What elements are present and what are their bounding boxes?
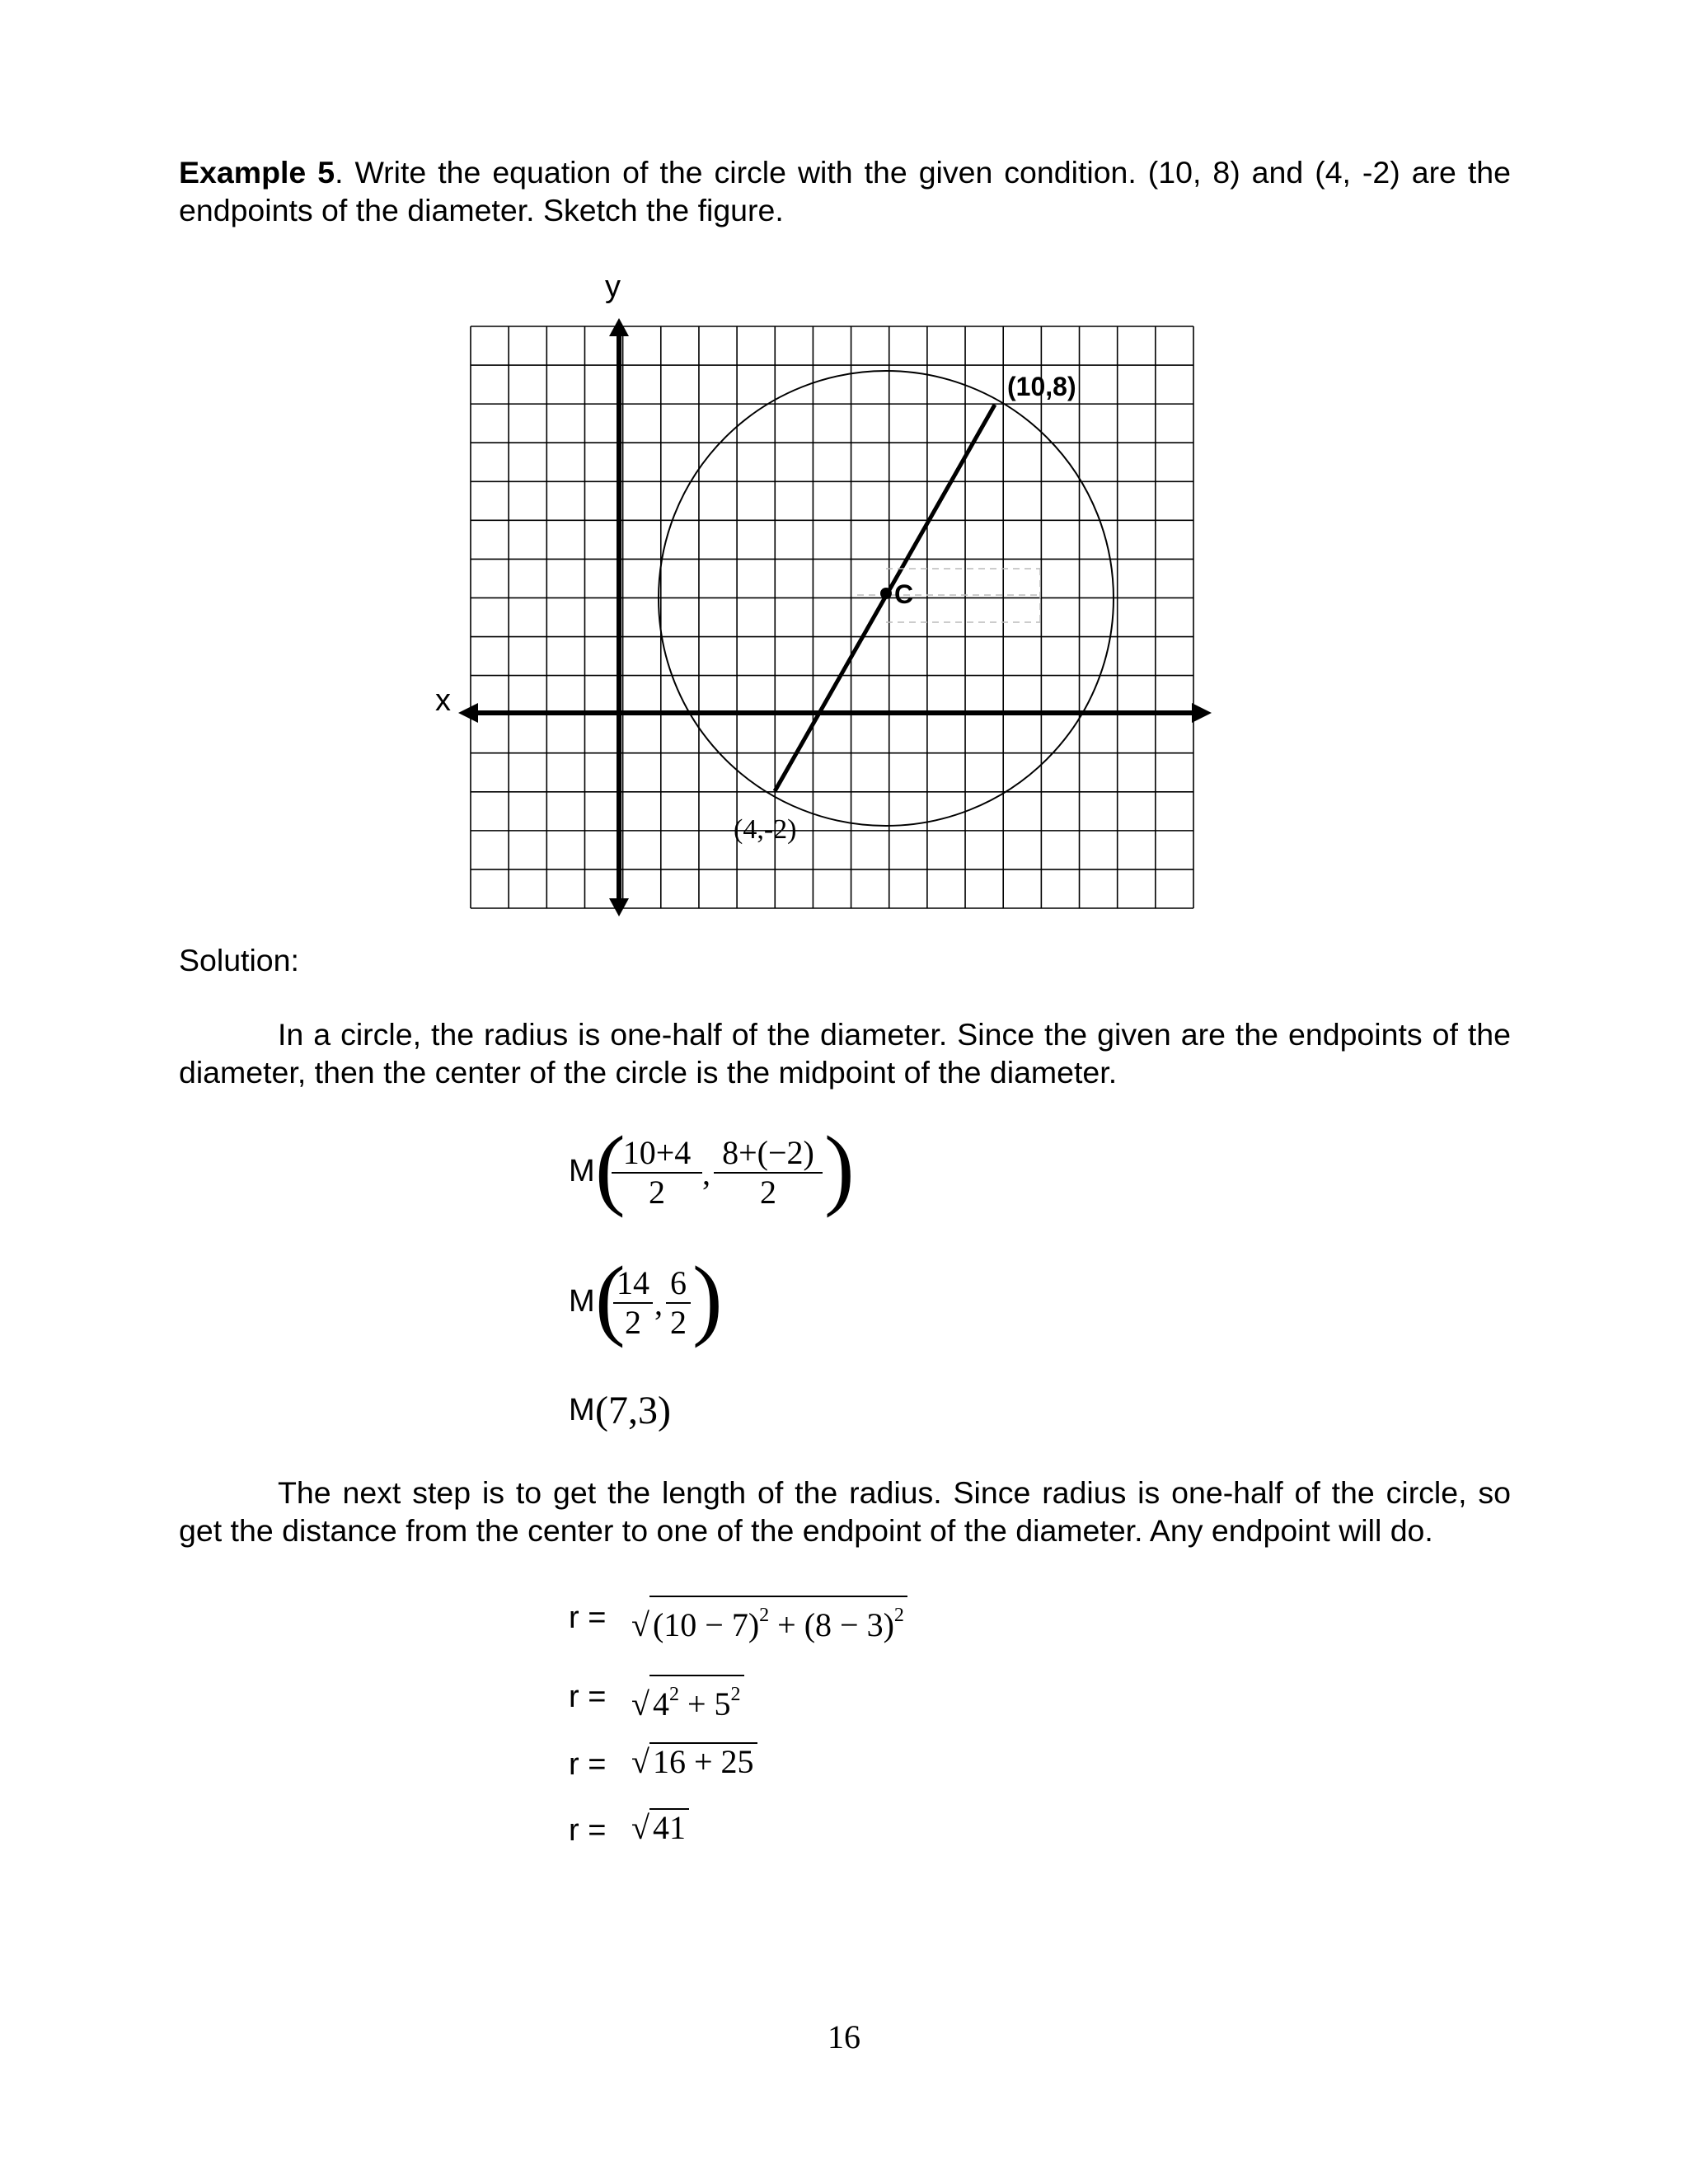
- midpoint-result: (7,3): [595, 1389, 671, 1432]
- open-paren: (: [595, 1248, 626, 1348]
- numerator: 6: [666, 1264, 691, 1304]
- x-axis-label: x: [435, 683, 451, 718]
- point-bottom-label: (4,-2): [734, 814, 797, 845]
- denominator: 2: [670, 1304, 687, 1341]
- solution-paragraph-1: In a circle, the radius is one-half of the diameter. Since the given are the endpoints of the diameter, then the center of the circle is the midpoint of the diameter.: [179, 1017, 1511, 1090]
- radicand: $(10 - 7)^2 + (8 - 3)^2$: [649, 1596, 907, 1643]
- numerator: 14: [613, 1264, 653, 1304]
- radius-label-4: r =: [569, 1813, 607, 1848]
- radius-expression-2: [631, 1675, 744, 1723]
- radius-expression-4: [631, 1808, 689, 1847]
- radicand: $4^2 + 5^2$: [649, 1675, 744, 1722]
- close-paren: ): [824, 1118, 855, 1218]
- radicand: 41: [649, 1808, 689, 1846]
- coordinate-figure: [0, 0, 1688, 923]
- midpoint-label-1: M: [569, 1154, 595, 1188]
- close-paren: ): [692, 1248, 723, 1348]
- point-top-label: (10,8): [1007, 372, 1076, 401]
- radius-label-1: r =: [569, 1601, 607, 1635]
- fraction-y-1: [714, 1134, 823, 1212]
- sqrt-icon: √: [631, 1685, 649, 1722]
- radius-expression-1: [631, 1596, 907, 1644]
- radius-expression-3: [631, 1742, 757, 1781]
- sqrt-icon: √: [631, 1743, 649, 1780]
- radius-label-2: r =: [569, 1680, 607, 1714]
- denominator: 2: [760, 1174, 776, 1211]
- midpoint-label-2: M: [569, 1284, 595, 1319]
- center-point: [880, 588, 892, 599]
- numerator: 8+(−2): [714, 1134, 823, 1174]
- graph-grid: [471, 326, 1193, 908]
- comma: ,: [702, 1155, 710, 1192]
- denominator: 2: [649, 1174, 665, 1211]
- fraction-x-1: [612, 1134, 702, 1212]
- example-text: . Write the equation of the circle with the given condition. (10, 8) and (4, -2) are the endpoints of the diameter. Sketch the figure.: [179, 155, 1512, 227]
- solution-paragraph-2: The next step is to get the length of the radius. Since radius is one-half of the circle, so get the distance from the center to one of the endpoint of the diameter. Any endpoint will do.: [179, 1475, 1511, 1548]
- comma: ,: [654, 1285, 663, 1322]
- x-axis: [458, 703, 1212, 723]
- fraction-x-2: [613, 1264, 653, 1342]
- open-paren: (: [595, 1118, 626, 1218]
- solution-label: Solution:: [179, 943, 299, 977]
- fraction-y-2: [666, 1264, 691, 1342]
- radius-label-3: r =: [569, 1747, 607, 1782]
- midpoint-label-3: M: [569, 1393, 595, 1427]
- example-heading: Example 5: [179, 155, 335, 190]
- page-number: 16: [828, 2018, 860, 2055]
- radicand: 16 + 25: [649, 1742, 757, 1780]
- sqrt-icon: √: [631, 1809, 649, 1846]
- sqrt-icon: √: [631, 1606, 649, 1643]
- y-axis: [609, 318, 629, 916]
- numerator: 10+4: [612, 1134, 702, 1174]
- denominator: 2: [625, 1304, 641, 1341]
- center-label: C: [894, 579, 914, 609]
- y-axis-label: y: [605, 269, 621, 304]
